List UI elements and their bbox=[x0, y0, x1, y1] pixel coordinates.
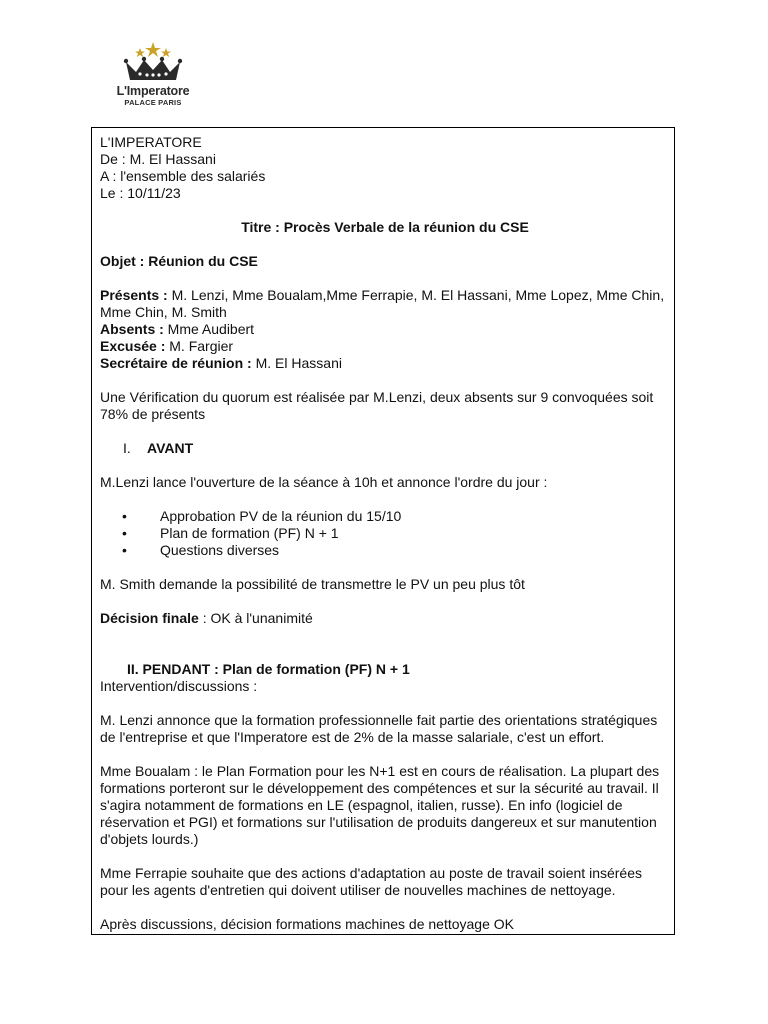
document-title: Titre : Procès Verbale de la réunion du CSE bbox=[241, 219, 529, 235]
absents-label: Absents : bbox=[100, 321, 164, 337]
decision-value: : OK à l'unanimité bbox=[198, 610, 313, 626]
section-1-intro: M.Lenzi lance l'ouverture de la séance à 10h et annonce l'ordre du jour : bbox=[100, 474, 548, 490]
section-2-intervention: Intervention/discussions : bbox=[100, 678, 258, 694]
list-item: • Questions diverses bbox=[100, 542, 670, 559]
decision-label: Décision finale bbox=[100, 610, 199, 626]
header-date: Le : 10/11/23 bbox=[100, 185, 181, 201]
agenda-list bbox=[100, 508, 670, 559]
logo-name: L'Imperatore bbox=[116, 84, 190, 98]
decision-line bbox=[100, 610, 670, 627]
list-item: • Plan de formation (PF) N + 1 bbox=[100, 525, 670, 542]
section-1-number: I. bbox=[123, 440, 131, 456]
absents-line bbox=[100, 321, 670, 338]
section-2-heading: II. PENDANT : Plan de formation (PF) N + 1 bbox=[127, 661, 410, 677]
company-logo bbox=[108, 40, 198, 112]
header-from: De : M. El Hassani bbox=[100, 151, 216, 167]
section-2-paragraph-2: Mme Boualam : le Plan Formation pour les N+1 est en cours de réalisation. La plupart des formations porteront sur le développement des compétences et sur la sécurité au travail. Il s'agira notamment de formations en LE (espagnol, italien, russe). En info (logiciel de réservation et PGI) et formations sur l'utilisation de produits dangereux et sur manutention d'objets lourds.) bbox=[100, 763, 660, 847]
section-1-remark: M. Smith demande la possibilité de transmettre le PV un peu plus tôt bbox=[100, 576, 525, 592]
section-2-paragraph-1: M. Lenzi annonce que la formation professionnelle fait partie des orientations stratégiques de l'entreprise et que l'Imperatore est de 2% de la masse salariale, c'est un effort. bbox=[100, 712, 658, 745]
presents-value: M. Lenzi, Mme Boualam,Mme Ferrapie, M. El Hassani, Mme Lopez, Mme Chin, Mme Chin, M. Smith bbox=[100, 287, 665, 320]
presents-line bbox=[100, 287, 670, 321]
secretaire-line bbox=[100, 355, 670, 372]
section-1-title: AVANT bbox=[147, 440, 194, 456]
crown-icon bbox=[118, 40, 188, 84]
section-2-paragraph-3: Mme Ferrapie souhaite que des actions d'adaptation au poste de travail soient insérées pour les agents d'entretien qui doivent utiliser de nouvelles machines de nettoyage. bbox=[100, 865, 643, 898]
excusee-value: M. Fargier bbox=[165, 338, 234, 354]
header-company: L'IMPERATORE bbox=[100, 134, 202, 150]
presents-label: Présents : bbox=[100, 287, 168, 303]
document-body bbox=[100, 134, 670, 933]
secretaire-value: M. El Hassani bbox=[251, 355, 342, 371]
section-1-heading bbox=[100, 440, 670, 457]
excusee-line bbox=[100, 338, 670, 355]
header-to: A : l'ensemble des salariés bbox=[100, 168, 266, 184]
list-item: • Approbation PV de la réunion du 15/10 bbox=[100, 508, 670, 525]
logo-subtitle: PALACE PARIS bbox=[124, 98, 182, 107]
document-objet: Objet : Réunion du CSE bbox=[100, 253, 258, 269]
quorum-paragraph: Une Vérification du quorum est réalisée par M.Lenzi, deux absents sur 9 convoquées soit 78% de présents bbox=[100, 389, 654, 422]
absents-value: Mme Audibert bbox=[163, 321, 255, 337]
secretaire-label: Secrétaire de réunion : bbox=[100, 355, 252, 371]
excusee-label: Excusée : bbox=[100, 338, 166, 354]
section-2-paragraph-4: Après discussions, décision formations machines de nettoyage OK bbox=[100, 916, 514, 932]
